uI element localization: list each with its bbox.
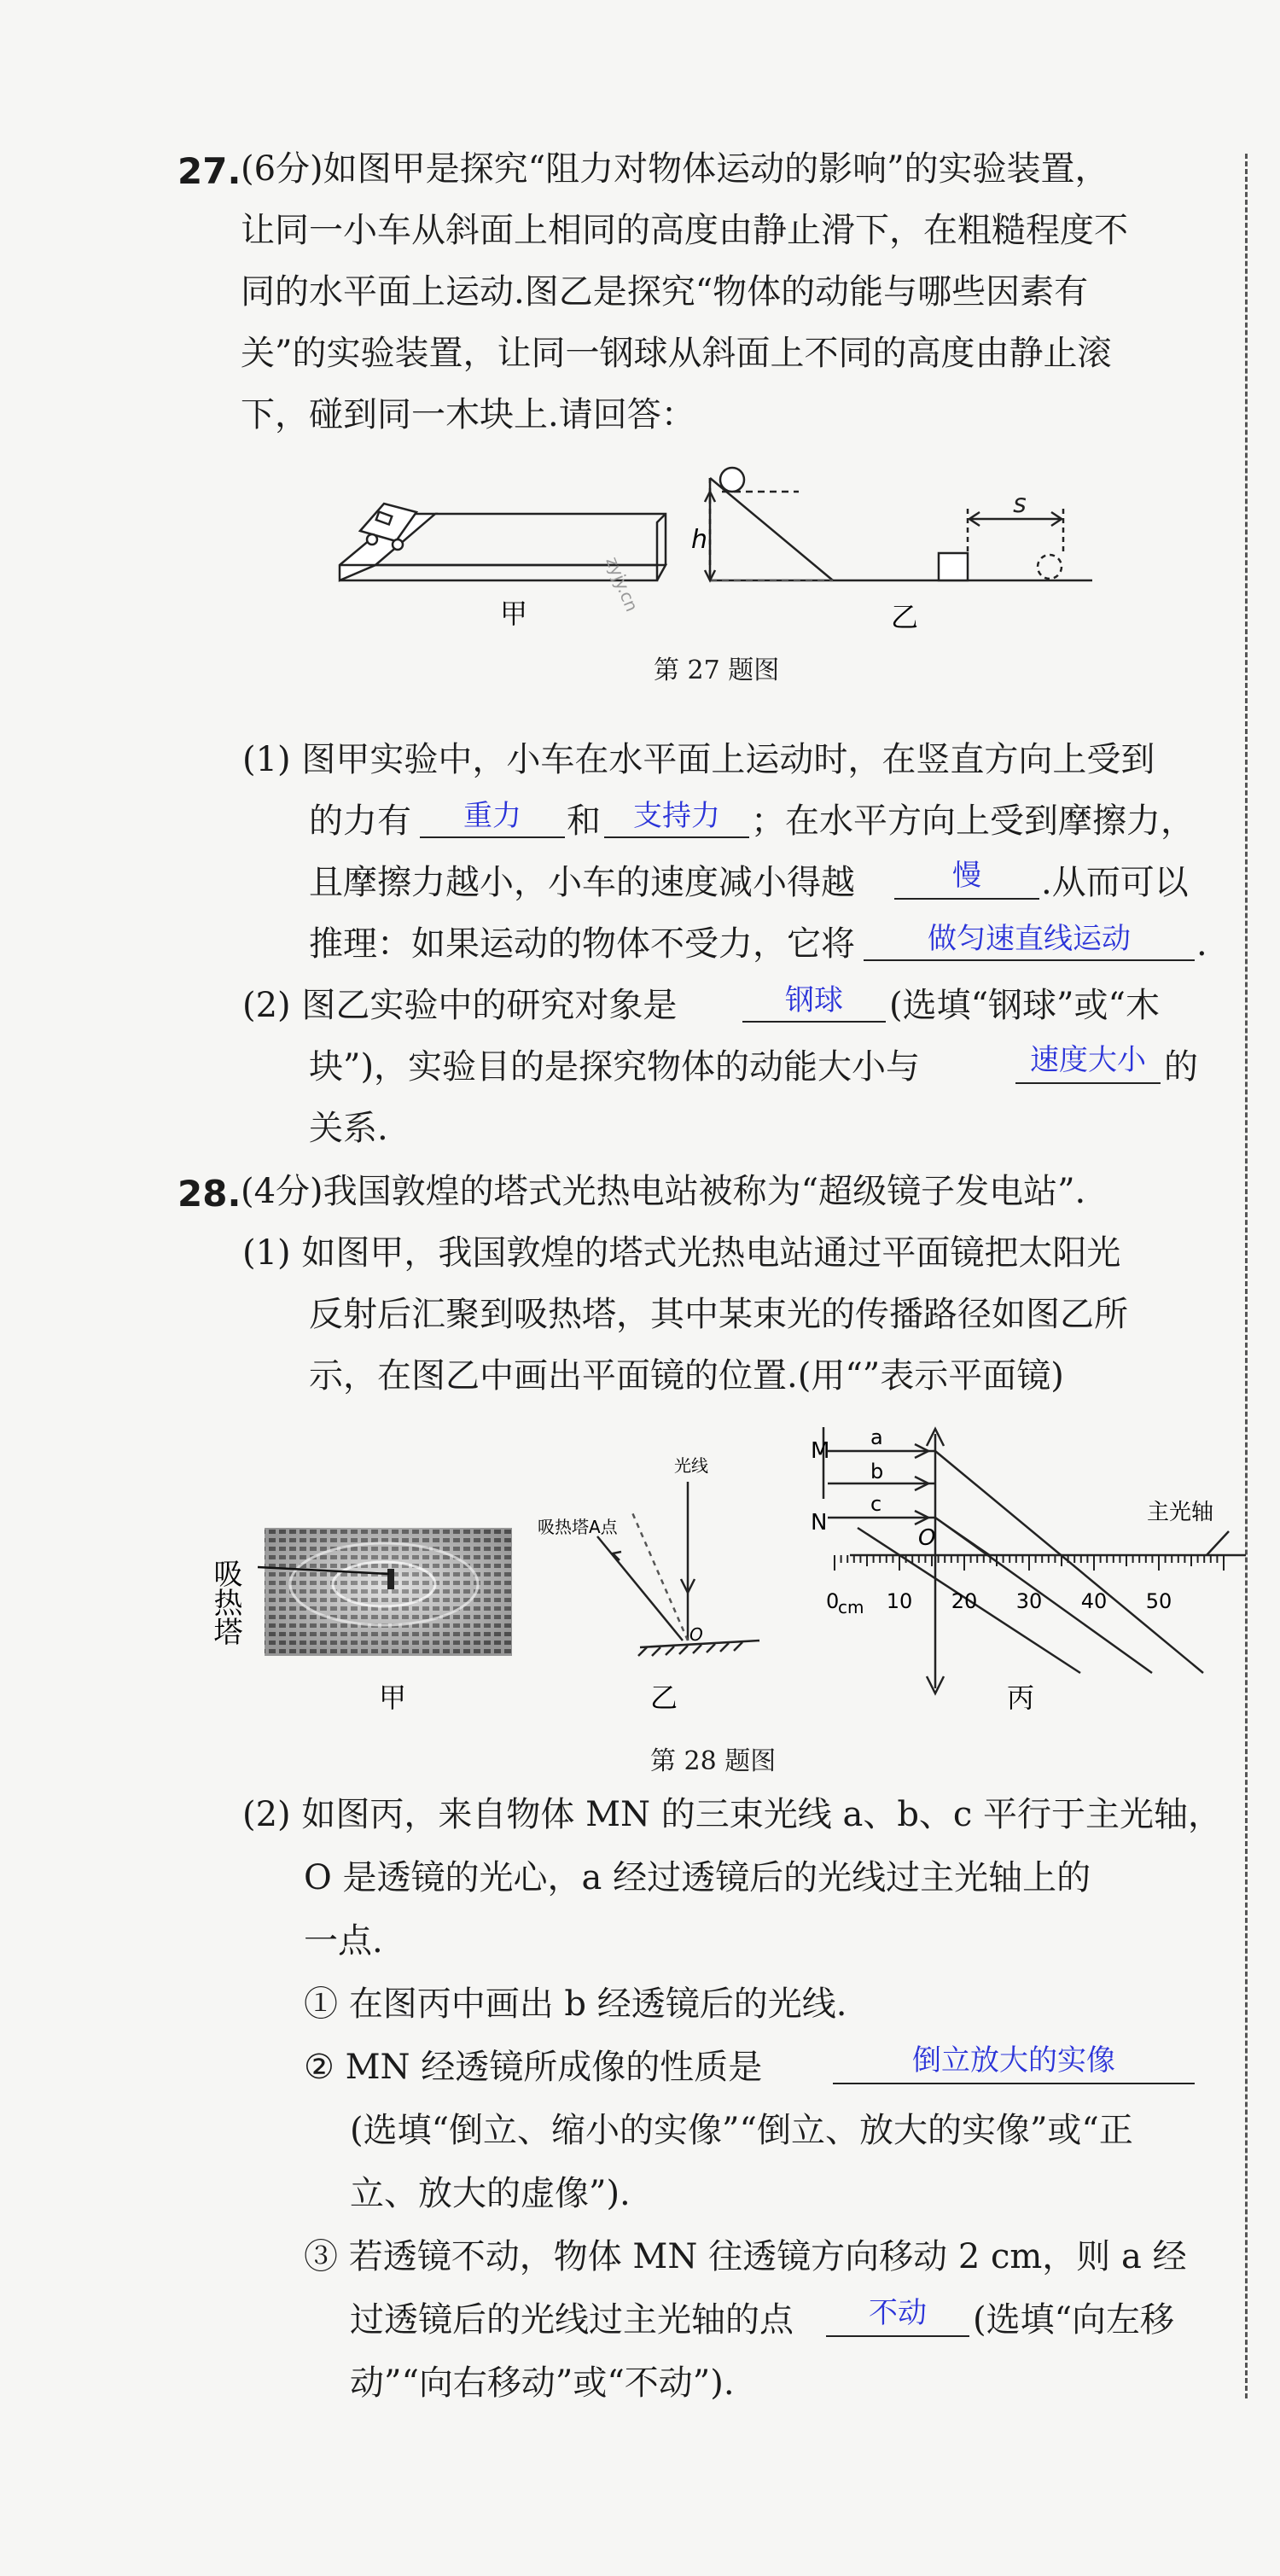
q28-sub-2a: ② MN 经透镜所成像的性质是 <box>304 2048 763 2087</box>
q27-line-2: 让同一小车从斜面上相同的高度由静止滑下，在粗糙程度不 <box>241 211 1128 250</box>
answer-5: 钢球 <box>785 983 843 1017</box>
ball-end-position-icon <box>1038 555 1062 579</box>
label-ray-c: c <box>870 1492 882 1516</box>
scale-tick-30: 30 <box>1015 1589 1043 1613</box>
margin-dashed-line <box>1245 154 1248 2398</box>
watermark-text: zyjy.cn <box>602 553 643 615</box>
answer-2: 支持力 <box>633 799 720 833</box>
point-a-label: 吸热塔A点 <box>538 1517 618 1537</box>
q27-line-4: 关”的实验装置，让同一钢球从斜面上不同的高度由静止滚 <box>241 334 1112 373</box>
answer-6: 速度大小 <box>1030 1043 1146 1077</box>
q27-label-s: s <box>1013 489 1027 519</box>
q27-p1-l2a: 的力有 <box>309 801 411 841</box>
q27-p1-l4b: . <box>1196 924 1207 964</box>
label-ray-a: a <box>870 1425 883 1449</box>
light-label: 光线 <box>674 1455 708 1476</box>
q28-sub-2c: 立、放大的虚像”). <box>350 2174 631 2213</box>
q28-label-yi: 乙 <box>649 1681 678 1714</box>
q27-figure-caption: 第 27 题图 <box>654 656 780 685</box>
q27-label-h: h <box>691 525 708 555</box>
scale-tick-10: 10 <box>886 1589 913 1613</box>
q27-p2-l1a: (2) 图乙实验中的研究对象是 <box>242 986 678 1025</box>
q27-p1-l2c: ；在水平方向上受到摩擦力， <box>751 801 1195 841</box>
scale-unit: cm <box>838 1597 864 1617</box>
q27-p2-l3: 关系. <box>309 1109 388 1148</box>
q28-p2-line-2: O 是透镜的光心，a 经过透镜后的光线过主光轴上的 <box>304 1858 1091 1897</box>
q27-label-yi: 乙 <box>890 601 919 633</box>
q27-p1-line-1: (1) 图甲实验中，小车在水平面上运动时，在竖直方向上受到 <box>242 740 1155 779</box>
q28-figure-caption: 第 28 题图 <box>650 1746 777 1776</box>
q27-number: 27. <box>177 150 241 192</box>
wood-block-icon <box>939 553 968 580</box>
answer-blank-5 <box>742 1021 886 1023</box>
label-m: M <box>811 1438 830 1464</box>
scale-zero: 0 <box>826 1589 840 1613</box>
principal-axis-label: 主光轴 <box>1147 1500 1214 1525</box>
q27-p1-l3a: 且摩擦力越小，小车的速度减小得越 <box>309 863 855 902</box>
q28-label-jia: 甲 <box>378 1681 407 1714</box>
answer-blank-2 <box>604 836 749 838</box>
scale-tick-50: 50 <box>1145 1589 1172 1613</box>
q28-p1-line-2: 反射后汇聚到吸热塔，其中某束光的传播路径如图乙所 <box>309 1295 1128 1334</box>
q27-p2-l2b: 的 <box>1164 1047 1198 1087</box>
answer-7: 倒立放大的实像 <box>912 2043 1115 2078</box>
answer-blank-1 <box>420 836 565 838</box>
q28-number: 28. <box>177 1173 241 1215</box>
answer-blank-7 <box>833 2083 1195 2084</box>
q28-sub-3d: 动”“向右移动”或“不动”). <box>350 2363 735 2403</box>
point-o-yi: O <box>689 1624 703 1645</box>
q28-p1-line-3: 示，在图乙中画出平面镜的位置.(用“”表示平面镜) <box>309 1356 1064 1396</box>
answer-8: 不动 <box>869 2296 927 2330</box>
q27-line-1: (6分)如图甲是探究“阻力对物体运动的影响”的实验装置， <box>241 149 1109 189</box>
q27-p2-l2a: 块”)，实验目的是探究物体的动能大小与 <box>309 1047 921 1087</box>
answer-1: 重力 <box>463 799 521 833</box>
tower-label: 吸热塔 <box>208 1559 242 1646</box>
q27-p2-l1b: (选填“钢球”或“木 <box>889 986 1160 1025</box>
label-ray-b: b <box>870 1460 884 1483</box>
q27-p1-l3b: .从而可以 <box>1041 863 1189 902</box>
label-n: N <box>811 1510 828 1536</box>
answer-blank-8 <box>826 2335 969 2337</box>
q28-sub-2b: (选填“倒立、缩小的实像”“倒立、放大的实像”或“正 <box>350 2111 1133 2150</box>
q28-sub-1: ① 在图丙中画出 b 经透镜后的光线. <box>304 1984 847 2024</box>
point-o-bing: O <box>918 1525 936 1551</box>
q28-p2-line-3: 一点. <box>304 1921 383 1961</box>
q27-line-5: 下，碰到同一木块上.请回答： <box>241 395 695 434</box>
q28-p1-line-1: (1) 如图甲，我国敦煌的塔式光热电站通过平面镜把太阳光 <box>242 1233 1121 1273</box>
answer-blank-6 <box>1015 1082 1161 1084</box>
q28-intro: (4分)我国敦煌的塔式光热电站被称为“超级镜子发电站”. <box>241 1172 1086 1211</box>
ramp-yi <box>705 478 1092 580</box>
answer-4: 做匀速直线运动 <box>928 922 1131 956</box>
q27-p1-l4a: 推理：如果运动的物体不受力，它将 <box>309 924 855 964</box>
q28-sub-3c: (选填“向左移 <box>973 2300 1175 2340</box>
q27-figure <box>324 461 1135 632</box>
q27-label-jia: 甲 <box>499 597 528 630</box>
answer-blank-3 <box>894 898 1039 900</box>
q28-label-bing: 丙 <box>1006 1681 1035 1714</box>
q28-p2-line-1: (2) 如图丙，来自物体 MN 的三束光线 a、b、c 平行于主光轴， <box>242 1795 1223 1834</box>
scale-tick-40: 40 <box>1080 1589 1108 1613</box>
solar-field-photo <box>258 1528 512 1656</box>
ruler-scale <box>835 1555 1224 1571</box>
q27-line-3: 同的水平面上运动.图乙是探究“物体的动能与哪些因素有 <box>241 272 1089 312</box>
reflection-diagram <box>597 1482 759 1656</box>
scale-tick-20: 20 <box>951 1589 978 1613</box>
q28-figure <box>196 1417 1254 1724</box>
steel-ball-icon <box>720 468 744 492</box>
q28-sub-3a: ③ 若透镜不动，物体 MN 往透镜方向移动 2 cm，则 a 经 <box>304 2237 1187 2276</box>
answer-blank-4 <box>864 959 1195 961</box>
q27-p1-l2b: 和 <box>567 801 601 841</box>
answer-3: 慢 <box>952 859 981 893</box>
q28-sub-3b: 过透镜后的光线过主光轴的点 <box>350 2300 794 2340</box>
